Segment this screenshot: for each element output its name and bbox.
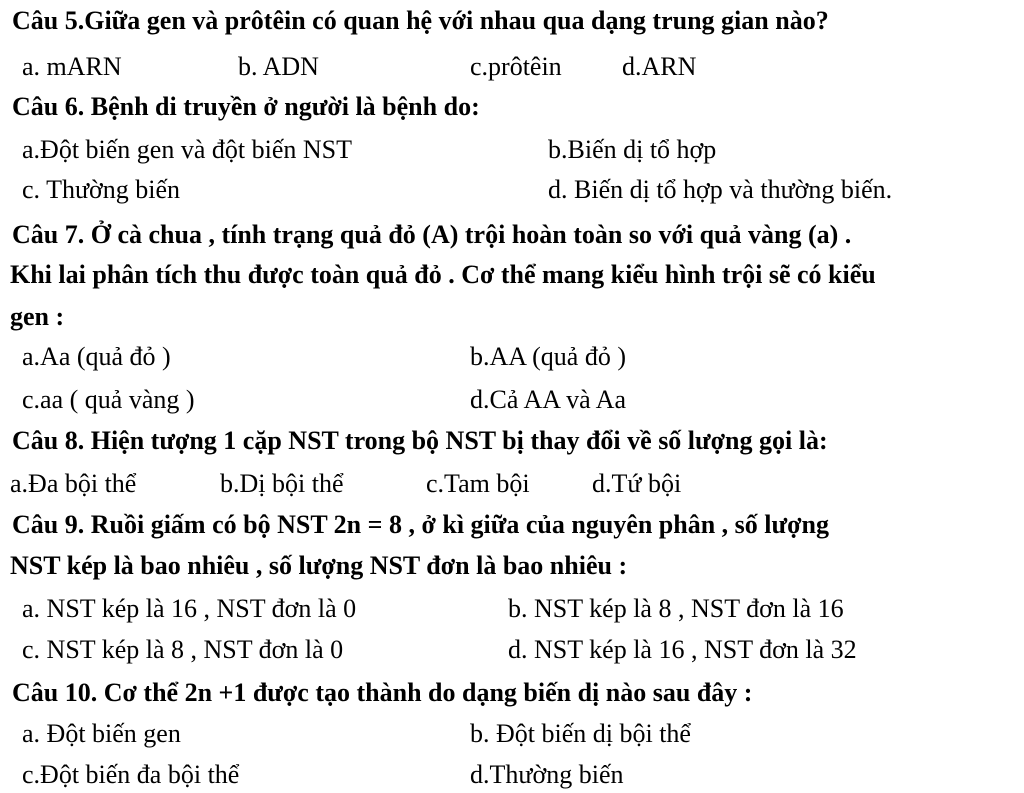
question-9-line-1: Câu 9. Ruồi giấm có bộ NST 2n = 8 , ở kì giữa của nguyên phân , số lượng: [12, 510, 829, 539]
q9-option-d: d. NST kép là 16 , NST đơn là 32: [508, 635, 857, 664]
q6-option-c: c. Thường biến: [22, 175, 181, 204]
q8-option-c: c.Tam bội: [426, 469, 530, 498]
q7-option-b: b.AA (quả đỏ ): [470, 342, 626, 371]
question-7-line-2: Khi lai phân tích thu được toàn quả đỏ . Cơ thể mang kiểu hình trội sẽ có kiểu: [10, 260, 876, 289]
q7-option-a: a.Aa (quả đỏ ): [22, 342, 171, 371]
q9-option-b: b. NST kép là 8 , NST đơn là 16: [508, 594, 844, 623]
question-8: Câu 8. Hiện tượng 1 cặp NST trong bộ NST bị thay đổi về số lượng gọi là:: [12, 426, 828, 455]
q9-option-a: a. NST kép là 16 , NST đơn là 0: [22, 594, 357, 623]
q10-option-c: c.Đột biến đa bội thể: [22, 760, 240, 789]
q10-option-b: b. Đột biến dị bội thể: [470, 719, 691, 748]
q6-option-d: d. Biến dị tổ hợp và thường biến.: [548, 175, 893, 204]
q8-option-b: b.Dị bội thể: [220, 469, 344, 498]
q6-option-a: a.Đột biến gen và đột biến NST: [22, 135, 352, 164]
q5-option-a: a. mARN: [22, 52, 122, 81]
q7-option-d: d.Cả AA và Aa: [470, 385, 626, 414]
q8-option-a: a.Đa bội thể: [10, 469, 137, 498]
q5-option-b: b. ADN: [238, 52, 319, 81]
q5-option-c: c.prôtêin: [470, 52, 562, 81]
question-5: Câu 5.Giữa gen và prôtêin có quan hệ với nhau qua dạng trung gian nào?: [12, 6, 829, 35]
question-10: Câu 10. Cơ thể 2n +1 được tạo thành do dạng biến dị nào sau đây :: [12, 678, 753, 707]
question-6: Câu 6. Bệnh di truyền ở người là bệnh do:: [12, 92, 480, 121]
q5-option-d: d.ARN: [622, 52, 697, 81]
q10-option-d: d.Thường biến: [470, 760, 624, 789]
q9-option-c: c. NST kép là 8 , NST đơn là 0: [22, 635, 344, 664]
question-7-line-3: gen :: [10, 302, 65, 331]
question-7-line-1: Câu 7. Ở cà chua , tính trạng quả đỏ (A) trội hoàn toàn so với quả vàng (a) .: [12, 220, 852, 249]
q8-option-d: d.Tứ bội: [592, 469, 682, 498]
question-9-line-2: NST kép là bao nhiêu , số lượng NST đơn là bao nhiêu :: [10, 551, 628, 580]
q6-option-b: b.Biến dị tổ hợp: [548, 135, 717, 164]
q7-option-c: c.aa ( quả vàng ): [22, 385, 195, 414]
q10-option-a: a. Đột biến gen: [22, 719, 181, 748]
